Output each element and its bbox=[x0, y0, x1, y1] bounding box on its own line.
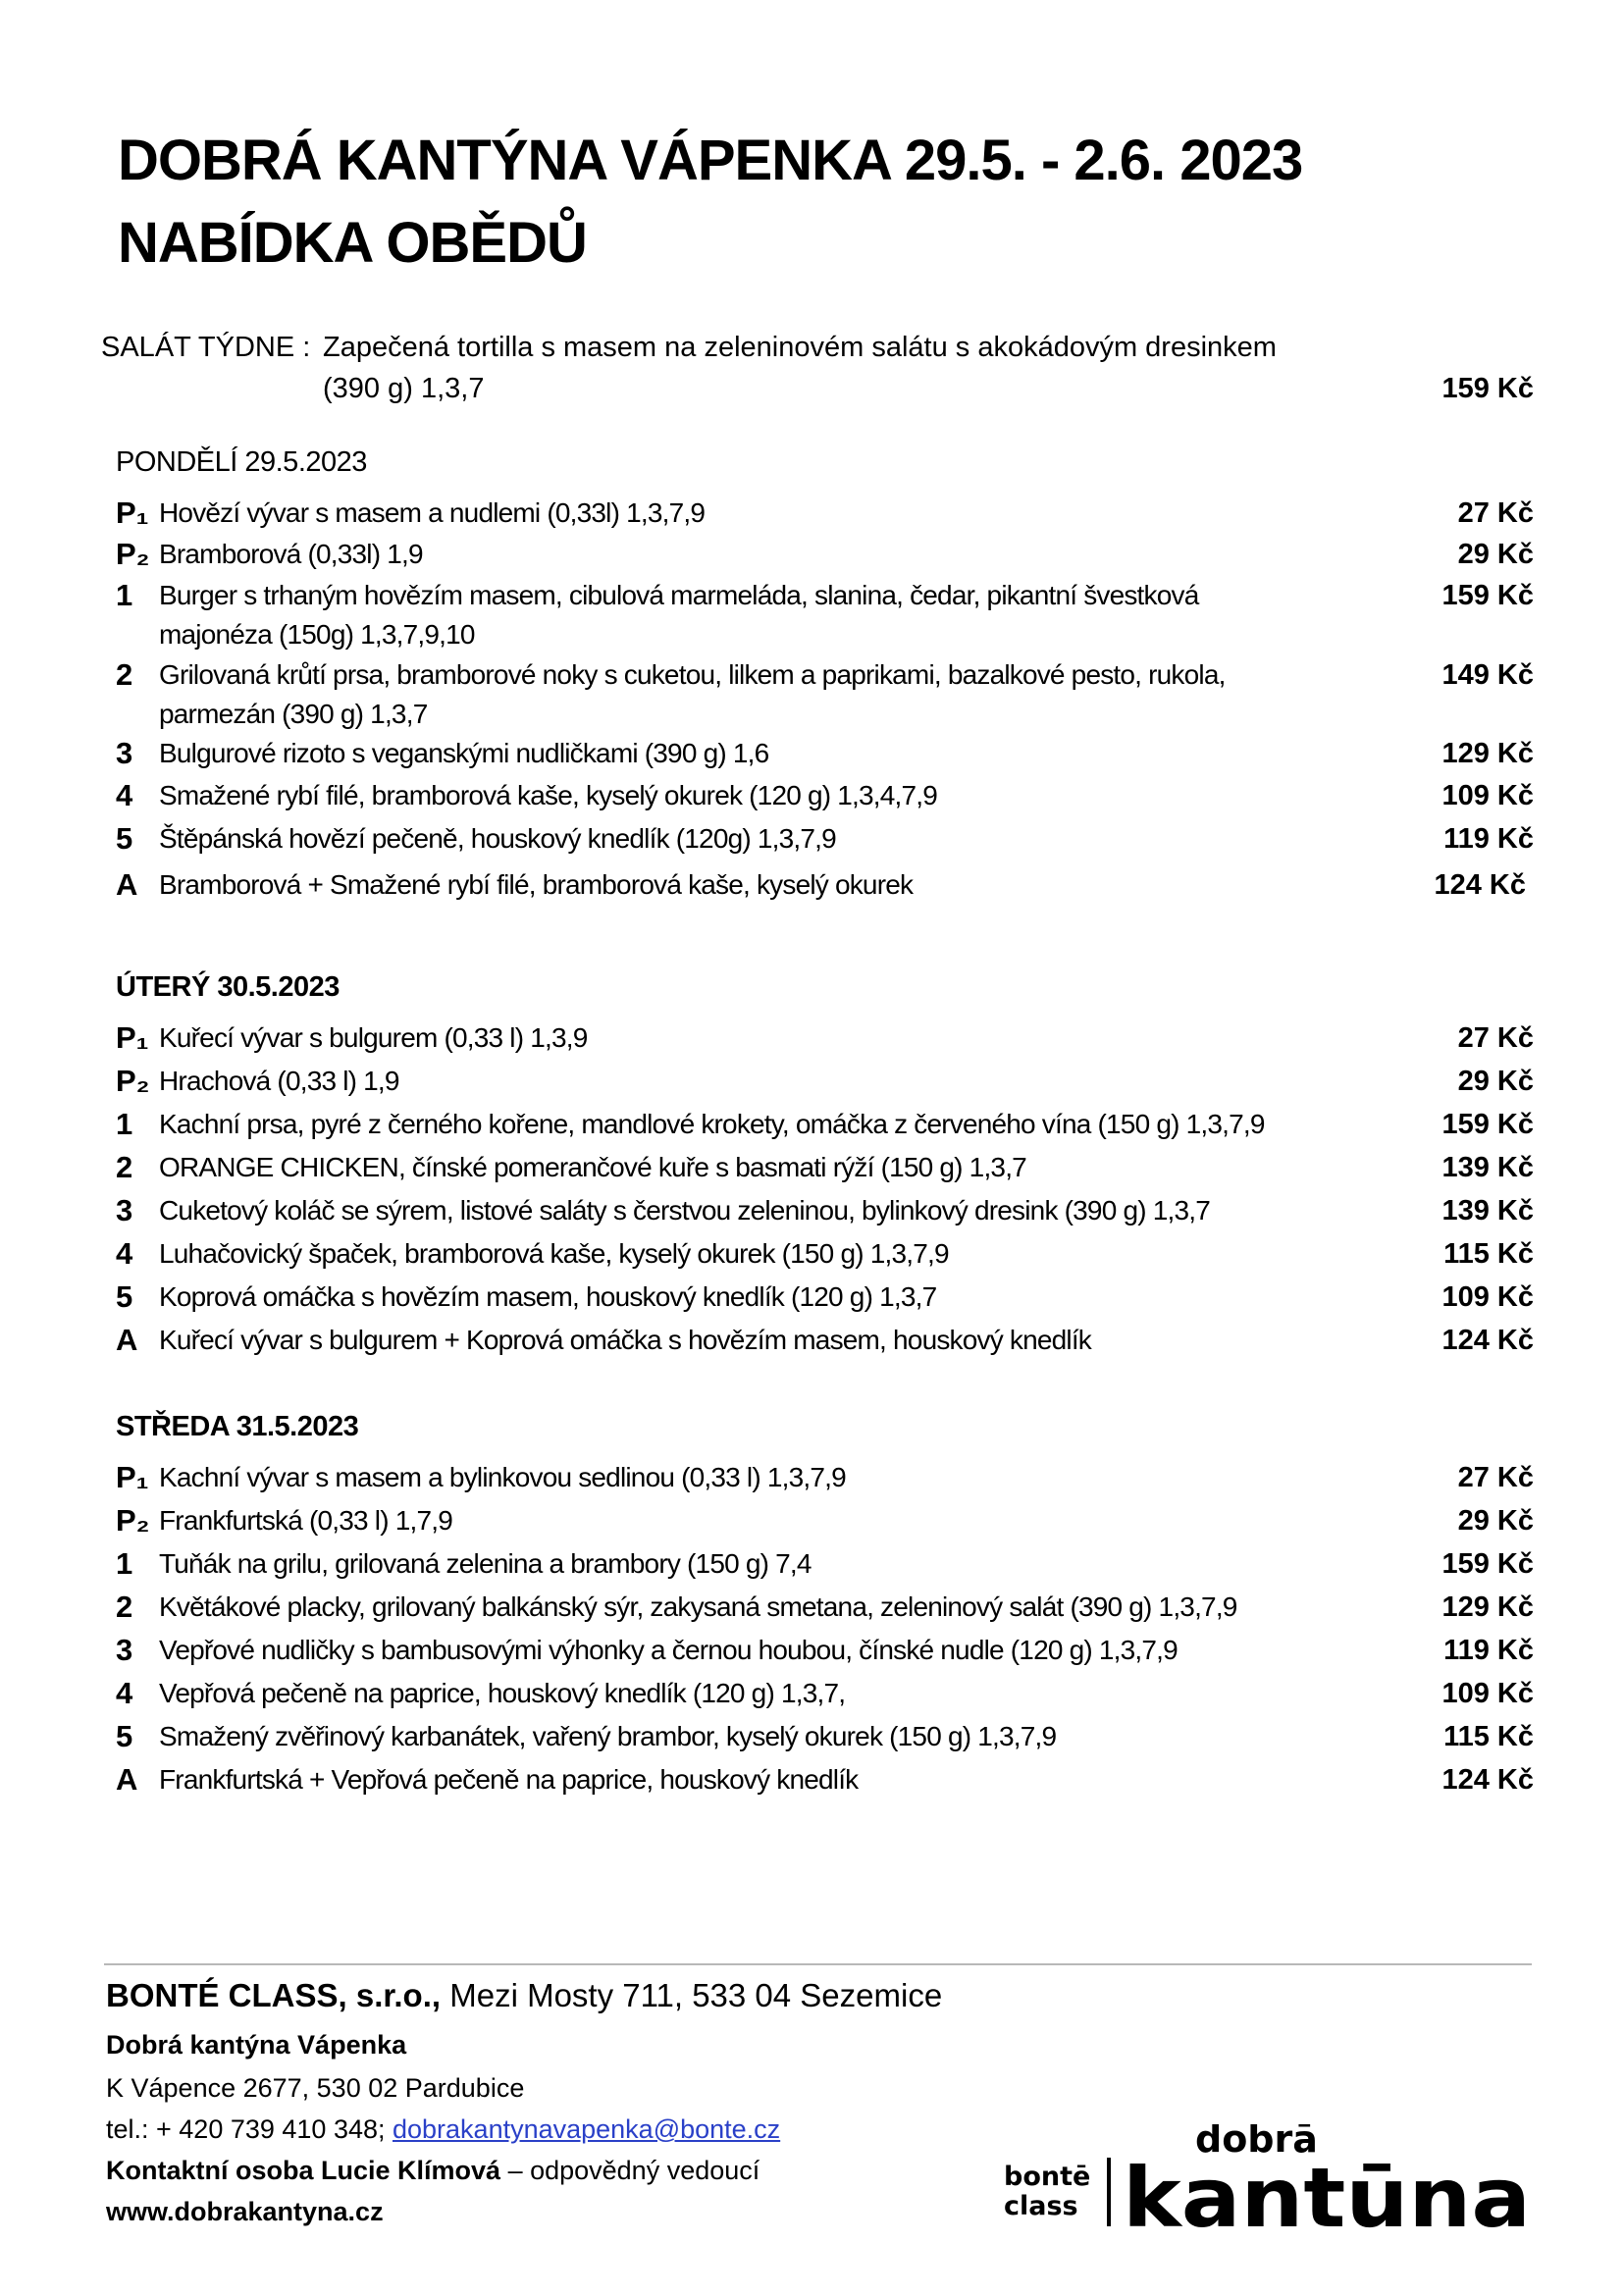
company-name: BONTÉ CLASS, s.r.o., bbox=[106, 1977, 442, 2013]
logo-dobra: dobrā bbox=[1195, 2124, 1318, 2161]
phone-line bbox=[106, 2114, 780, 2145]
item-code: 4 bbox=[116, 1236, 133, 1271]
item-code: 3 bbox=[116, 736, 133, 770]
item-description: Bramborová (0,33l) 1,9 bbox=[159, 539, 423, 569]
item-description: Koprová omáčka s hovězím masem, houskový knedlík (120 g) 1,3,7 bbox=[159, 1281, 937, 1312]
item-price: 139 Kč bbox=[1441, 1195, 1534, 1226]
item-code: 1 bbox=[116, 1546, 133, 1581]
item-price: 159 Kč bbox=[1441, 1548, 1534, 1580]
salad-label: SALÁT TÝDNE : bbox=[101, 332, 311, 363]
item-price: 109 Kč bbox=[1441, 780, 1534, 811]
day-title: STŘEDA 31.5.2023 bbox=[116, 1411, 359, 1442]
item-description: Vepřové nudličky s bambusovými výhonky a černou houbou, čínské nudle (120 g) 1,3,7,9 bbox=[159, 1635, 1178, 1665]
item-description: Hovězí vývar s masem a nudlemi (0,33l) 1,3,7,9 bbox=[159, 497, 706, 528]
item-code: 5 bbox=[116, 1719, 133, 1753]
item-price: 27 Kč bbox=[1457, 1462, 1534, 1493]
item-code: 3 bbox=[116, 1633, 133, 1667]
item-description: Kachní prsa, pyré z černého kořene, mandlové krokety, omáčka z červeného vína (150 g) 1,3,7,9 bbox=[159, 1109, 1265, 1139]
item-price: 109 Kč bbox=[1441, 1678, 1534, 1709]
item-code: A bbox=[116, 1323, 138, 1357]
item-code: 3 bbox=[116, 1193, 133, 1227]
branch-address: K Vápence 2677, 530 02 Pardubice bbox=[106, 2073, 525, 2103]
item-price: 115 Kč bbox=[1443, 1721, 1534, 1752]
item-description: Tuňák na grilu, grilovaná zelenina a brambory (150 g) 7,4 bbox=[159, 1548, 812, 1579]
item-description: Frankfurtská + Vepřová pečeně na paprice, houskový knedlík bbox=[159, 1764, 859, 1795]
item-code: 2 bbox=[116, 657, 133, 692]
item-price: 124 Kč bbox=[1434, 869, 1526, 901]
item-price: 109 Kč bbox=[1441, 1281, 1534, 1313]
logo-bonte: bontē bbox=[1004, 2162, 1091, 2192]
item-price: 29 Kč bbox=[1457, 539, 1534, 570]
item-code: 5 bbox=[116, 1279, 133, 1314]
item-price: 129 Kč bbox=[1441, 1591, 1534, 1623]
item-code: 1 bbox=[116, 578, 133, 612]
item-code: P₂ bbox=[116, 537, 150, 571]
item-price: 29 Kč bbox=[1457, 1066, 1534, 1097]
item-price: 139 Kč bbox=[1441, 1152, 1534, 1183]
salad-price: 159 Kč bbox=[1441, 373, 1534, 404]
item-code: P₁ bbox=[116, 1020, 149, 1055]
logo-class: class bbox=[1004, 2191, 1078, 2221]
footer-divider bbox=[104, 1963, 1532, 1965]
item-description: Kachní vývar s masem a bylinkovou sedlinou (0,33 l) 1,3,7,9 bbox=[159, 1462, 846, 1492]
item-price: 115 Kč bbox=[1443, 1238, 1534, 1270]
contact-role: – odpovědný vedoucí bbox=[500, 2156, 760, 2185]
salad-weight: (390 g) 1,3,7 bbox=[323, 373, 485, 404]
item-description: Hrachová (0,33 l) 1,9 bbox=[159, 1066, 399, 1096]
logo-divider bbox=[1107, 2158, 1111, 2226]
dobra-kantyna-logo bbox=[999, 2124, 1539, 2242]
item-description: Smažené rybí filé, bramborová kaše, kyselý okurek (120 g) 1,3,4,7,9 bbox=[159, 780, 938, 810]
item-description: Bramborová + Smažené rybí filé, bramborová kaše, kyselý okurek bbox=[159, 869, 914, 900]
item-code: 4 bbox=[116, 1676, 133, 1710]
item-code: P₂ bbox=[116, 1503, 150, 1538]
item-price: 149 Kč bbox=[1441, 659, 1534, 691]
company-line bbox=[106, 1977, 942, 2014]
item-price: 29 Kč bbox=[1457, 1505, 1534, 1537]
item-price: 159 Kč bbox=[1441, 1109, 1534, 1140]
title-line-2: NABÍDKA OBĚDŮ bbox=[118, 211, 587, 275]
item-description: ORANGE CHICKEN, čínské pomerančové kuře s basmati rýží (150 g) 1,3,7 bbox=[159, 1152, 1026, 1182]
contact-line bbox=[106, 2156, 760, 2186]
item-description-cont: parmezán (390 g) 1,3,7 bbox=[159, 699, 428, 729]
item-description: Kuřecí vývar s bulgurem + Koprová omáčka s hovězím masem, houskový knedlík bbox=[159, 1325, 1092, 1355]
item-code: 5 bbox=[116, 821, 133, 856]
item-code: 2 bbox=[116, 1590, 133, 1624]
item-price: 119 Kč bbox=[1443, 1635, 1534, 1666]
item-description-cont: majonéza (150g) 1,3,7,9,10 bbox=[159, 619, 475, 650]
weekly-salad bbox=[101, 332, 1534, 416]
logo-kantyna: kantūna bbox=[1123, 2150, 1531, 2242]
salad-description: Zapečená tortilla s masem na zeleninovém salátu s akokádovým dresinkem bbox=[323, 332, 1277, 363]
contact-person: Kontaktní osoba Lucie Klímová bbox=[106, 2156, 501, 2185]
page-title bbox=[118, 120, 1302, 285]
item-code: 4 bbox=[116, 778, 133, 812]
day-title: PONDĚLÍ 29.5.2023 bbox=[116, 446, 367, 478]
item-code: 2 bbox=[116, 1150, 133, 1184]
day-title: ÚTERÝ 30.5.2023 bbox=[116, 971, 340, 1003]
item-description: Luhačovický špaček, bramborová kaše, kyselý okurek (150 g) 1,3,7,9 bbox=[159, 1238, 949, 1269]
item-code: P₁ bbox=[116, 496, 149, 530]
branch-name: Dobrá kantýna Vápenka bbox=[106, 2030, 407, 2060]
item-price: 27 Kč bbox=[1457, 1022, 1534, 1054]
website-link[interactable]: www.dobrakantyna.cz bbox=[106, 2197, 384, 2226]
title-line-1: DOBRÁ KANTÝNA VÁPENKA 29.5. - 2.6. 2023 bbox=[118, 129, 1303, 192]
item-price: 159 Kč bbox=[1441, 580, 1534, 611]
item-description: Burger s trhaným hovězím masem, cibulová marmeláda, slanina, čedar, pikantní švestková bbox=[159, 580, 1199, 610]
item-code: A bbox=[116, 867, 138, 902]
item-price: 27 Kč bbox=[1457, 497, 1534, 529]
item-description: Kuřecí vývar s bulgurem (0,33 l) 1,3,9 bbox=[159, 1022, 588, 1053]
item-price: 124 Kč bbox=[1441, 1325, 1534, 1356]
item-description: Květákové placky, grilovaný balkánský sýr, zakysaná smetana, zeleninový salát (390 g) 1,3,7,9 bbox=[159, 1591, 1237, 1622]
item-description: Smažený zvěřinový karbanátek, vařený brambor, kyselý okurek (150 g) 1,3,7,9 bbox=[159, 1721, 1057, 1751]
item-code: P₂ bbox=[116, 1064, 150, 1098]
company-address: Mezi Mosty 711, 533 04 Sezemice bbox=[441, 1977, 943, 2013]
item-price: 124 Kč bbox=[1441, 1764, 1534, 1796]
item-description: Grilovaná krůtí prsa, bramborové noky s cuketou, lilkem a paprikami, bazalkové pesto, rukola, bbox=[159, 659, 1226, 690]
item-description: Bulgurové rizoto s veganskými nudličkami (390 g) 1,6 bbox=[159, 738, 769, 768]
item-code: A bbox=[116, 1762, 138, 1797]
item-description: Frankfurtská (0,33 l) 1,7,9 bbox=[159, 1505, 452, 1536]
item-code: P₁ bbox=[116, 1460, 149, 1494]
item-description: Štěpánská hovězí pečeně, houskový knedlík (120g) 1,3,7,9 bbox=[159, 823, 836, 854]
item-description: Cuketový koláč se sýrem, listové saláty s čerstvou zeleninou, bylinkový dresink (390 g) 1,3,7 bbox=[159, 1195, 1211, 1226]
item-price: 129 Kč bbox=[1441, 738, 1534, 769]
item-code: 1 bbox=[116, 1107, 133, 1141]
phone-number: tel.: + 420 739 410 348; bbox=[106, 2114, 393, 2144]
email-link[interactable]: dobrakantynavapenka@bonte.cz bbox=[393, 2114, 781, 2144]
item-price: 119 Kč bbox=[1443, 823, 1534, 855]
item-description: Vepřová pečeně na paprice, houskový knedlík (120 g) 1,3,7, bbox=[159, 1678, 846, 1708]
